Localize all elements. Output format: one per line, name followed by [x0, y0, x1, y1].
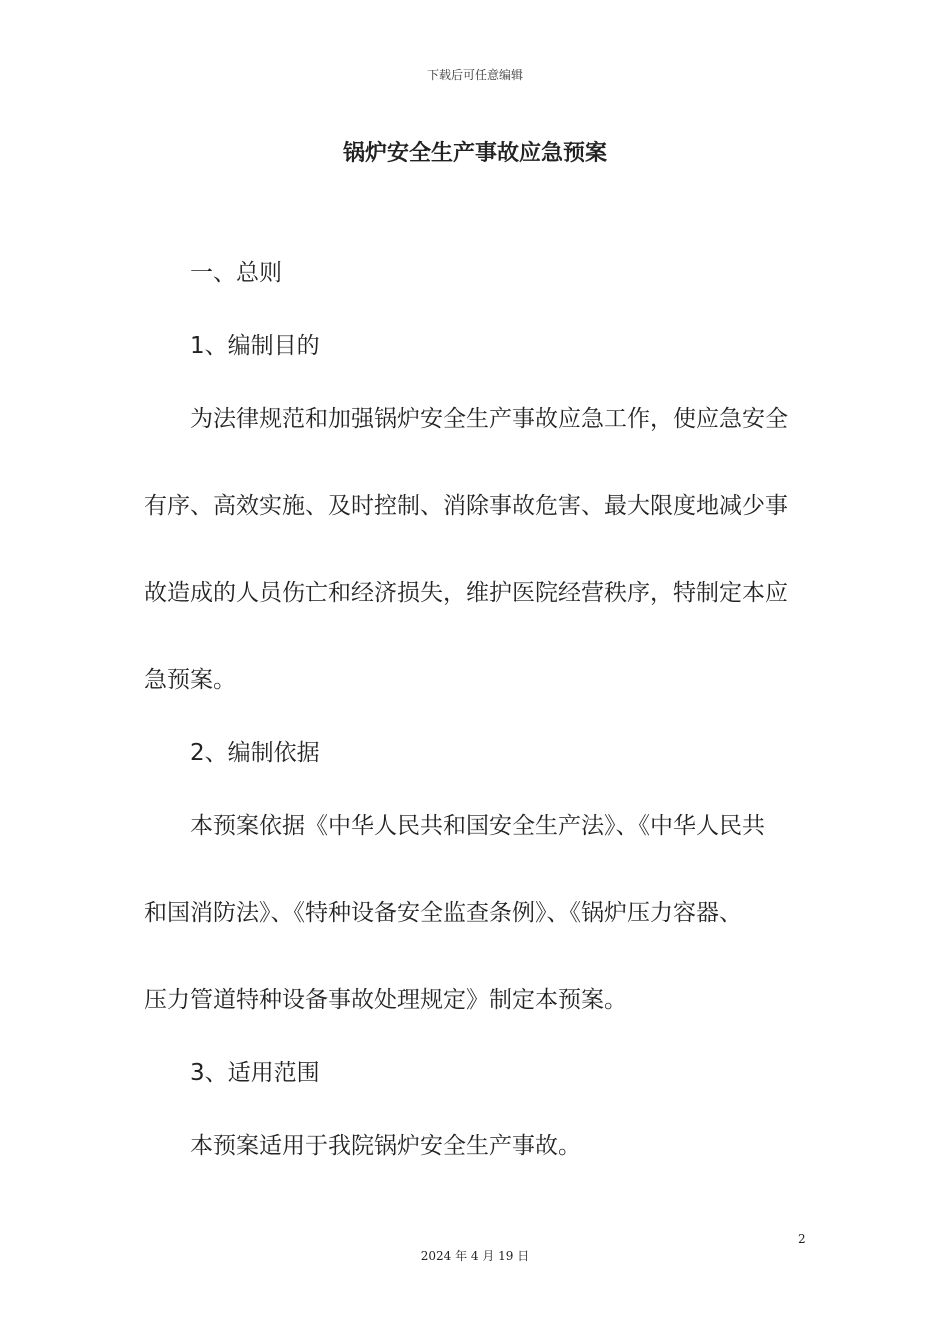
paragraph-line: 压力管道特种设备事故处理规定》制定本预案。	[144, 987, 627, 1013]
document-title: 锅炉安全生产事故应急预案	[342, 141, 607, 166]
header-note: 下载后可任意编辑	[426, 68, 523, 82]
paragraph-line: 为法律规范和加强锅炉安全生产事故应急工作，使应急安全	[190, 406, 788, 432]
subsection-heading-purpose: 1、编制目的	[190, 333, 320, 359]
section-heading-general: 一、总则	[190, 260, 282, 286]
paragraph-line: 有序、高效实施、及时控制、消除事故危害、最大限度地减少事	[144, 493, 788, 519]
subsection-heading-basis: 2、编制依据	[190, 740, 320, 766]
paragraph-line: 和国消防法》、《特种设备安全监查条例》、《锅炉压力容器、	[144, 900, 742, 926]
paragraph-line: 急预案。	[144, 667, 236, 693]
page-number: 2	[798, 1232, 806, 1246]
paragraph-line: 本预案依据《中华人民共和国安全生产法》、《中华人民共	[190, 813, 765, 839]
paragraph-line: 本预案适用于我院锅炉安全生产事故。	[190, 1133, 581, 1159]
footer-date: 2024 年 4 月 19 日	[420, 1249, 530, 1263]
subsection-heading-scope: 3、适用范围	[190, 1060, 320, 1086]
paragraph-line: 故造成的人员伤亡和经济损失，维护医院经营秩序，特制定本应	[144, 580, 788, 606]
